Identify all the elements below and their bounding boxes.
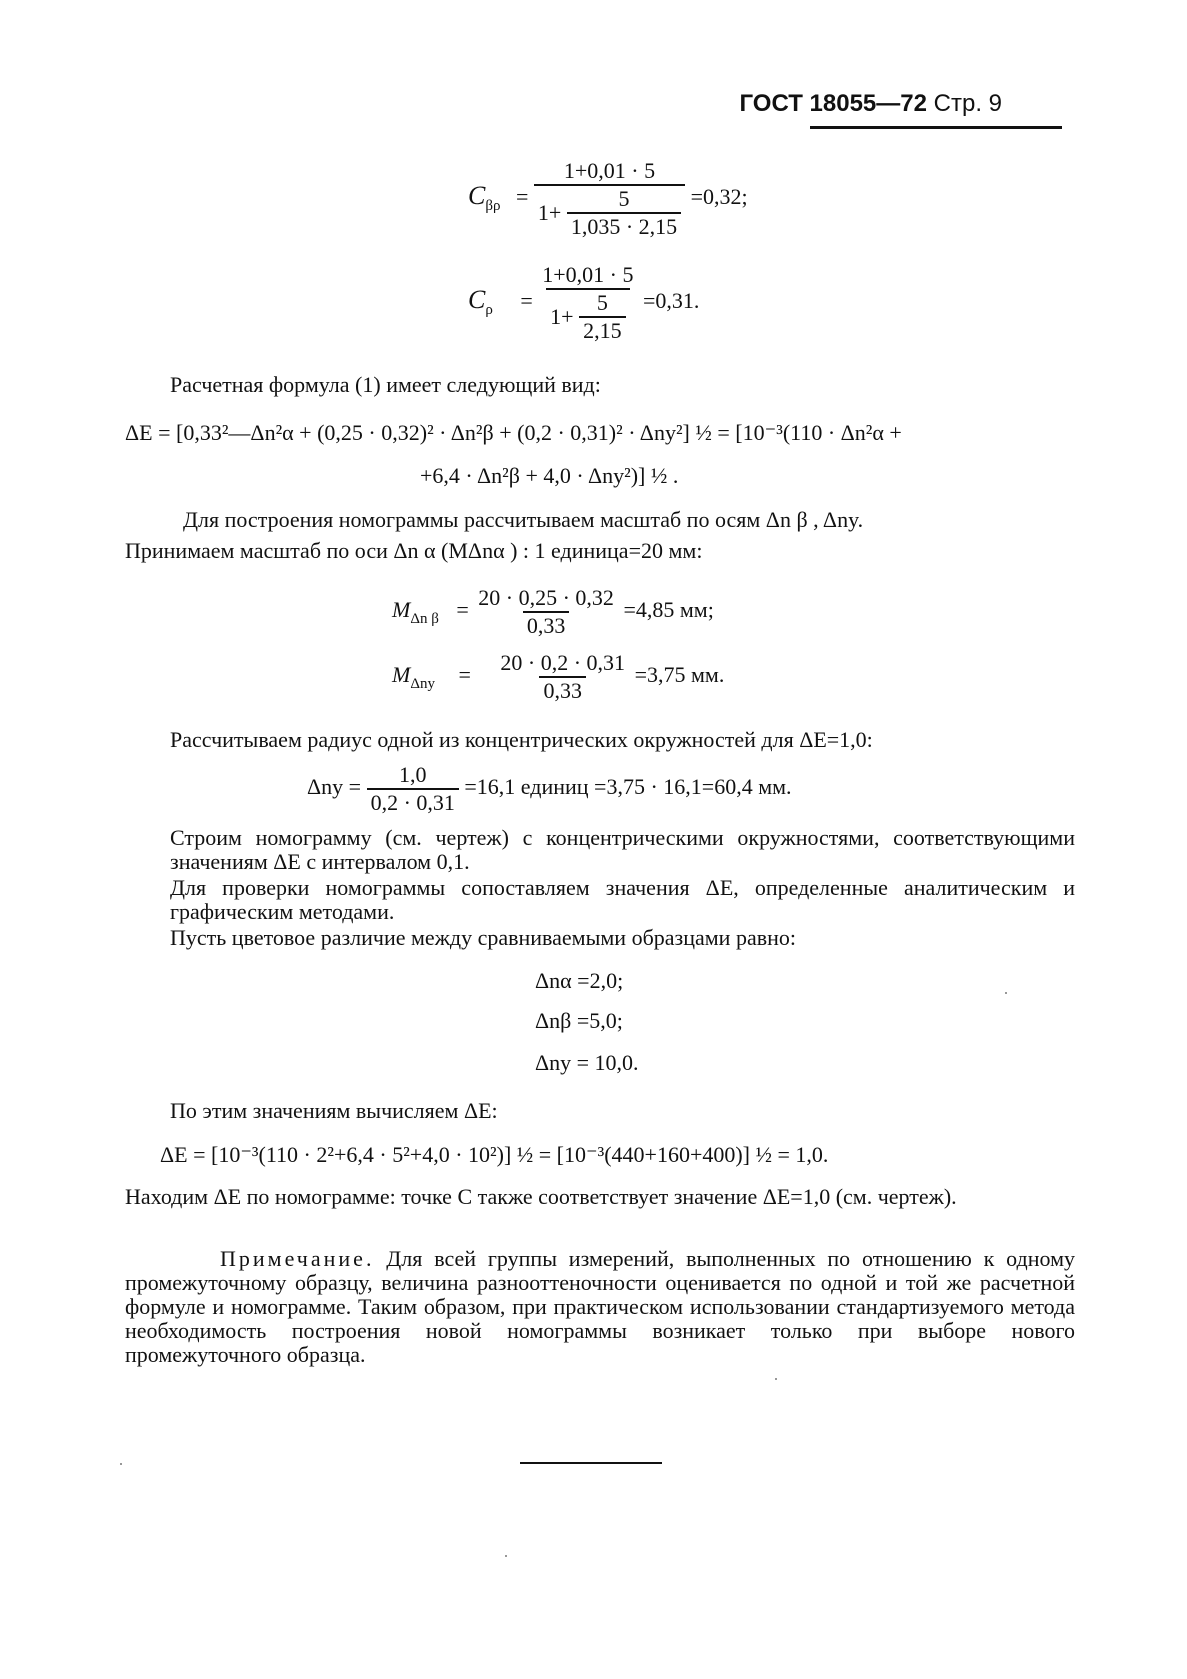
scan-speck <box>775 1378 777 1380</box>
scan-speck <box>120 1463 122 1465</box>
page-number: Стр. 9 <box>933 90 1002 117</box>
scan-speck <box>1005 992 1007 994</box>
formula-m-y <box>392 650 724 704</box>
paragraph-nomogram-result: Находим ΔE по номограмме: точке C также соответствует значение ΔE=1,0 (см. чертеж). <box>125 1184 957 1209</box>
dny-numerator: 1,0 <box>398 762 427 787</box>
c-brho-inner-fraction <box>567 186 681 240</box>
m-y-eq: = <box>458 662 471 688</box>
end-rule <box>520 1462 662 1464</box>
value-dn-y: Δny = 10,0. <box>535 1050 639 1075</box>
c-brho-inner-num: 5 <box>618 186 630 211</box>
standard-code: ГОСТ 18055—72 <box>739 90 927 117</box>
dny-denominator: 0,2 · 0,31 <box>367 788 459 816</box>
delta-e-formula-line1: ΔE = [0,33²—Δn²α + (0,25 · 0,32)² · Δn²β + (0,2 · 0,31)² · Δny²] ½ = [10⁻³(110 · Δn²α + <box>125 420 902 445</box>
c-rho-inner-fraction <box>579 290 626 344</box>
m-y-lhs: M <box>392 662 411 688</box>
paragraph-nomogram: Строим номограмму (см. чертеж) с концентрическими окружностями, соответствующими значениям ΔE с интервалом 0,1. <box>170 825 1075 874</box>
paragraph-check: Для проверки номограммы сопоставляем значения ΔE, определенные аналитическим и графическим методами. <box>170 875 1075 924</box>
formula-dny <box>307 762 792 816</box>
c-rho-numerator: 1+0,01 · 5 <box>542 262 634 287</box>
c-rho-fraction <box>538 262 637 344</box>
m-beta-numerator: 20 · 0,25 · 0,32 <box>478 585 614 610</box>
note-label: Примечание. <box>220 1246 375 1271</box>
m-beta-result: =4,85 мм; <box>623 597 714 623</box>
compute-formula: ΔE = [10⁻³(110 · 2²+6,4 · 5²+4,0 · 10²)] ½ = [10⁻³(440+160+400)] ½ = 1,0. <box>160 1142 829 1167</box>
formula-c-brho <box>468 158 748 240</box>
dny-lhs: Δny = <box>307 774 362 800</box>
compute-intro: По этим значениям вычисляем ΔE: <box>170 1098 498 1123</box>
c-rho-eq: = <box>520 288 533 314</box>
note-block <box>125 1247 1075 1367</box>
m-y-fraction <box>496 650 629 704</box>
paragraph-difference: Пусть цветовое различие между сравниваемыми образцами равно: <box>170 925 796 950</box>
c-brho-fraction <box>534 158 685 240</box>
m-y-result: =3,75 мм. <box>634 662 725 688</box>
m-y-numerator: 20 · 0,2 · 0,31 <box>500 650 626 675</box>
value-dn-beta: Δnβ =5,0; <box>535 1008 623 1033</box>
m-beta-sub: Δn β <box>410 611 439 628</box>
c-rho-lhs: C <box>468 285 486 315</box>
m-beta-eq: = <box>456 597 469 623</box>
c-rho-result: =0,31. <box>643 288 700 314</box>
dny-result: =16,1 единиц =3,75 · 16,1=60,4 мм. <box>464 774 792 800</box>
value-dn-alpha: Δnα =2,0; <box>535 968 624 993</box>
page-header <box>740 90 1002 118</box>
c-rho-inner-den: 2,15 <box>579 316 626 344</box>
c-brho-result: =0,32; <box>690 184 748 210</box>
c-rho-denominator <box>546 288 629 344</box>
c-brho-eq: = <box>515 184 529 210</box>
c-brho-numerator: 1+0,01 · 5 <box>563 158 656 183</box>
formula-c-rho <box>468 262 699 344</box>
m-beta-fraction <box>474 585 618 639</box>
c-brho-denominator <box>534 184 685 240</box>
note-text: Для всей группы измерений, выполненных по отношению к одному промежуточному образцу, величина разнооттеночности оценивается по одной и той же расчетной формуле и номограмме. Таким образом, при практическом использовании стандартизуемого метода необходимость построения новой номограммы возникает только при выборе нового промежуточного образца. <box>125 1246 1076 1367</box>
m-beta-lhs: M <box>392 597 411 623</box>
dny-fraction <box>367 762 459 816</box>
m-beta-denominator: 0,33 <box>523 611 570 639</box>
c-rho-inner-num: 5 <box>596 290 608 315</box>
calc-intro: Расчетная формула (1) имеет следующий вид: <box>170 372 601 397</box>
c-brho-lhs: C <box>468 181 486 211</box>
delta-e-formula-line2: +6,4 · Δn²β + 4,0 · Δny²)] ½ . <box>420 463 679 488</box>
c-brho-inner-den: 1,035 · 2,15 <box>567 212 681 240</box>
scale-intro-line2: Принимаем масштаб по оси Δn α (MΔnα ) : 1 единица=20 мм: <box>125 538 703 563</box>
m-y-sub: Δny <box>410 676 435 693</box>
header-rule <box>810 126 1062 129</box>
c-brho-prefix: 1+ <box>537 200 562 225</box>
c-rho-prefix: 1+ <box>550 304 574 329</box>
m-y-denominator: 0,33 <box>539 676 586 704</box>
radius-intro: Рассчитываем радиус одной из концентрических окружностей для ΔE=1,0: <box>170 727 873 752</box>
scan-speck <box>505 1555 507 1557</box>
c-brho-sub: βρ <box>485 198 501 215</box>
c-rho-sub: ρ <box>485 302 493 319</box>
formula-m-beta <box>392 585 714 639</box>
scale-intro-line1: Для построения номограммы рассчитываем масштаб по осям Δn β , Δny. <box>183 507 864 532</box>
